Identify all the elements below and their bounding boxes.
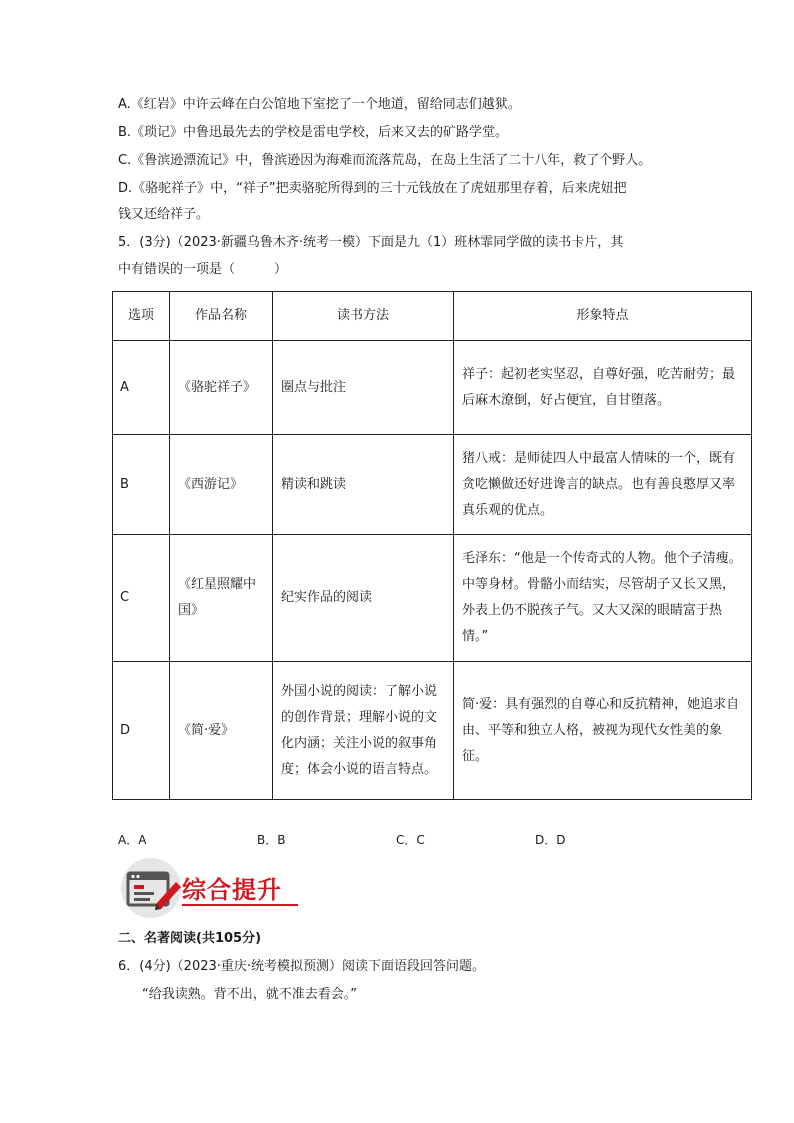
- row-trait: 猪八戒：是师徒四人中最富人情味的一个，既有贪吃懒做还好进谗言的缺点。也有善良憨厚又率真乐观的优点。: [454, 435, 752, 535]
- option-b-text: B.《琐记》中鲁迅最先去的学校是雷电学校，后来又去的矿路学堂。: [118, 125, 509, 140]
- header-trait: 形象特点: [454, 292, 752, 341]
- question-6-stem: 6．(4分)（2023·重庆·统考模拟预测）阅读下面语段回答问题。: [118, 959, 486, 974]
- table-row: [113, 535, 752, 662]
- row-method: 精读和跳读: [273, 435, 454, 535]
- section-banner: [118, 858, 288, 920]
- row-work: 《骆驼祥子》: [170, 341, 273, 435]
- row-work: 《红星照耀中国》: [170, 535, 273, 662]
- choice-a: A．A: [118, 833, 147, 847]
- header-option: 选项: [113, 292, 170, 341]
- row-method: 外国小说的阅读：了解小说的创作背景；理解小说的文化内涵；关注小说的叙事角度；体会小说的语言特点。: [273, 662, 454, 800]
- option-c-text: C.《鲁滨逊漂流记》中，鲁滨逊因为海难而流落荒岛，在岛上生活了二十八年，救了个野人。: [118, 153, 652, 168]
- table-row: [113, 662, 752, 800]
- choice-d: D．D: [535, 833, 566, 847]
- question-5-stem: 5．(3分)（2023·新疆乌鲁木齐·统考一模）下面是九（1）班林霏同学做的读书卡片，其: [118, 235, 624, 250]
- header-work: 作品名称: [170, 292, 273, 341]
- option-a-text: A.《红岩》中许云峰在白公馆地下室挖了一个地道，留给同志们越狱。: [118, 97, 521, 112]
- section-2-heading: 二、名著阅读(共105分): [118, 931, 262, 946]
- question-6-quote: “给我读熟。背不出，就不准去看会。”: [142, 987, 357, 1002]
- option-d-text: D.《骆驼祥子》中，“祥子”把卖骆驼所得到的三十元钱放在了虎妞那里存着，后来虎妞把: [118, 181, 627, 196]
- choice-b: B．B: [257, 833, 286, 847]
- row-trait: 祥子：起初老实坚忍，自尊好强，吃苦耐劳；最后麻木潦倒，好占便宜，自甘堕落。: [454, 341, 752, 435]
- row-work: 《简·爱》: [170, 662, 273, 800]
- row-option: C: [113, 535, 170, 662]
- row-option: B: [113, 435, 170, 535]
- choice-c: C．C: [396, 833, 425, 847]
- row-work: 《西游记》: [170, 435, 273, 535]
- banner-title: 综合提升: [182, 875, 282, 904]
- table-header-row: [113, 292, 752, 341]
- question-5-stem-cont: 中有错误的一项是（ ）: [118, 262, 288, 277]
- document-pen-icon: [126, 870, 184, 910]
- table-row: [113, 435, 752, 535]
- table-row: [113, 341, 752, 435]
- row-method: 圈点与批注: [273, 341, 454, 435]
- reading-card-table: [112, 291, 752, 800]
- option-d-text-cont: 钱又还给祥子。: [118, 207, 210, 222]
- row-trait: 毛泽东：“他是一个传奇式的人物。他个子清瘦。中等身材。骨骼小而结实，尽管胡子又长又黑，外表上仍不脱孩子气。又大又深的眼睛富于热情。”: [454, 535, 752, 662]
- row-option: A: [113, 341, 170, 435]
- row-method: 纪实作品的阅读: [273, 535, 454, 662]
- header-method: 读书方法: [273, 292, 454, 341]
- row-option: D: [113, 662, 170, 800]
- row-trait: 简·爱：具有强烈的自尊心和反抗精神，她追求自由、平等和独立人格，被视为现代女性美的象征。: [454, 662, 752, 800]
